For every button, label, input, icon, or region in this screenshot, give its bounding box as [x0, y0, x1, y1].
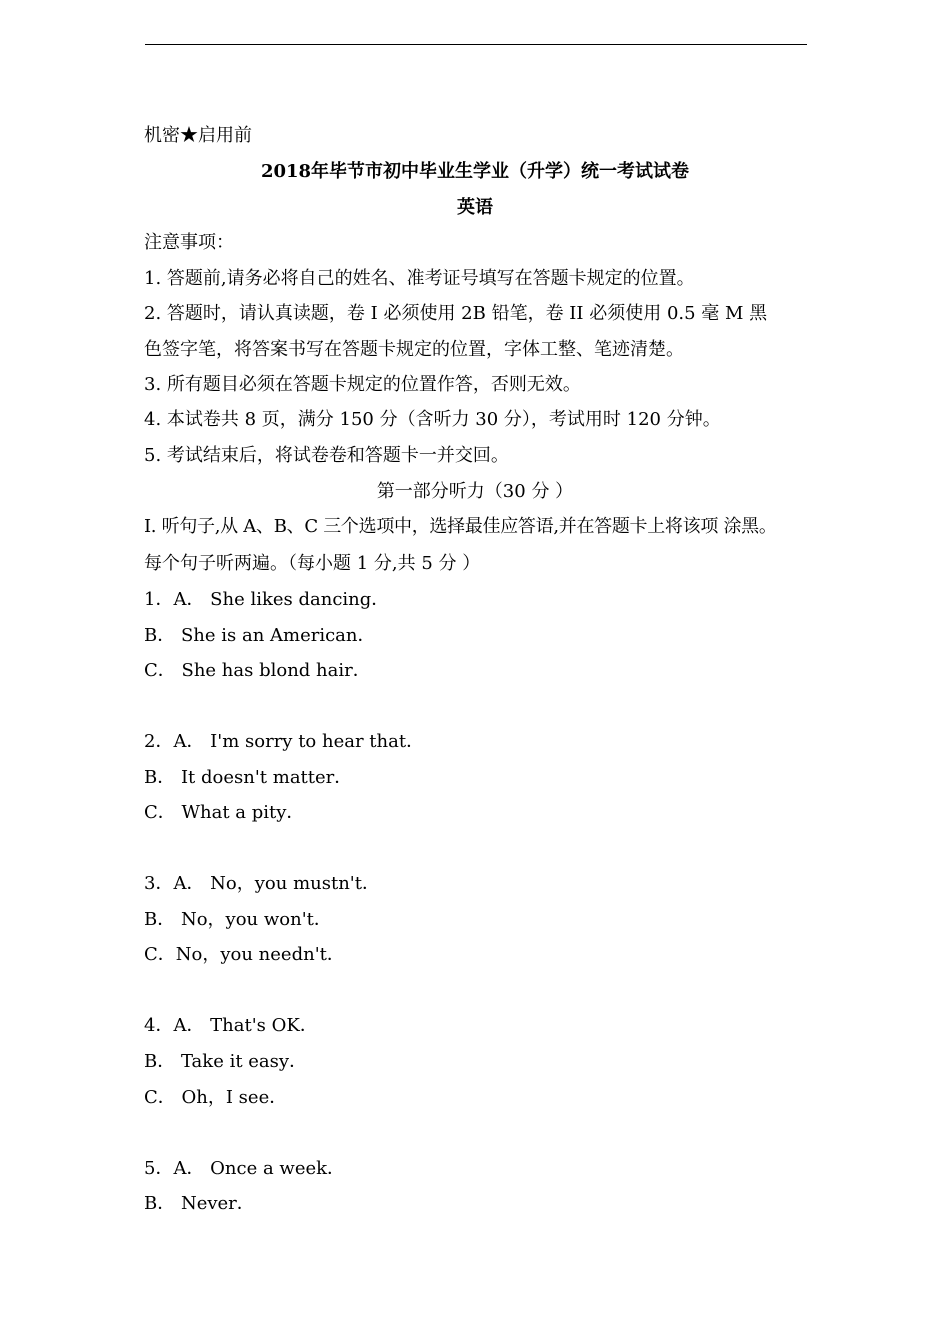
question-2-option-b: B． It doesn't matter． — [144, 767, 353, 788]
part1-title: 第一部分听力（30 分 ） — [376, 481, 574, 502]
question-2-option-c: C． What a pity． — [144, 802, 305, 823]
subject-title: 英语 — [457, 197, 493, 218]
question-3-option-c: C．No，you needn't． — [144, 944, 345, 965]
notes-heading: 注意事项： — [144, 232, 234, 253]
question-3-option-a: 3．A． No，you mustn't． — [144, 873, 380, 894]
question-4-option-c: C． Oh，I see． — [144, 1087, 288, 1108]
question-5-option-b: B． Never． — [144, 1193, 255, 1214]
question-1-option-c: C． She has blond hair． — [144, 660, 371, 681]
part1-instruction: I. 听句子,从 A、B、C 三个选项中，选择最佳应答语,并在答题卡上将该项 涂黑。 — [144, 516, 777, 537]
question-4-option-a: 4．A． That's OK． — [144, 1015, 318, 1036]
question-5-option-a: 5．A． Once a week． — [144, 1158, 346, 1179]
note-item-2: 2. 答题时，请认真读题，卷 I 必须使用 2B 铅笔，卷 II 必须使用 0.5 毫 M 黑 — [144, 303, 768, 324]
header-rule — [145, 44, 807, 45]
question-4-option-b: B． Take it easy． — [144, 1051, 308, 1072]
confidential-label: 机密★启用前 — [144, 125, 252, 146]
note-item-2-continued: 色签字笔，将答案书写在答题卡规定的位置，字体工整、笔迹清楚。 — [144, 339, 684, 360]
question-1-option-b: B． She is an American． — [144, 625, 376, 646]
question-2-option-a: 2．A． I'm sorry to hear that． — [144, 731, 425, 752]
note-item-4: 4. 本试卷共 8 页，满分 150 分（含听力 30 分），考试用时 120 分钟。 — [144, 409, 721, 430]
note-item-3: 3. 所有题目必须在答题卡规定的位置作答，否则无效。 — [144, 374, 581, 395]
part1-instruction-continued: 每个句子听两遍。（每小题 1 分,共 5 分 ） — [144, 553, 481, 574]
note-item-5: 5. 考试结束后，将试卷卷和答题卡一并交回。 — [144, 445, 509, 466]
note-item-1: 1. 答题前,请务必将自己的姓名、准考证号填写在答题卡规定的位置。 — [144, 268, 695, 289]
exam-title: 2018年毕节市初中毕业生学业（升学）统一考试试卷 — [260, 161, 690, 182]
question-3-option-b: B． No，you won't． — [144, 909, 332, 930]
question-1-option-a: 1．A． She likes dancing． — [144, 589, 390, 610]
